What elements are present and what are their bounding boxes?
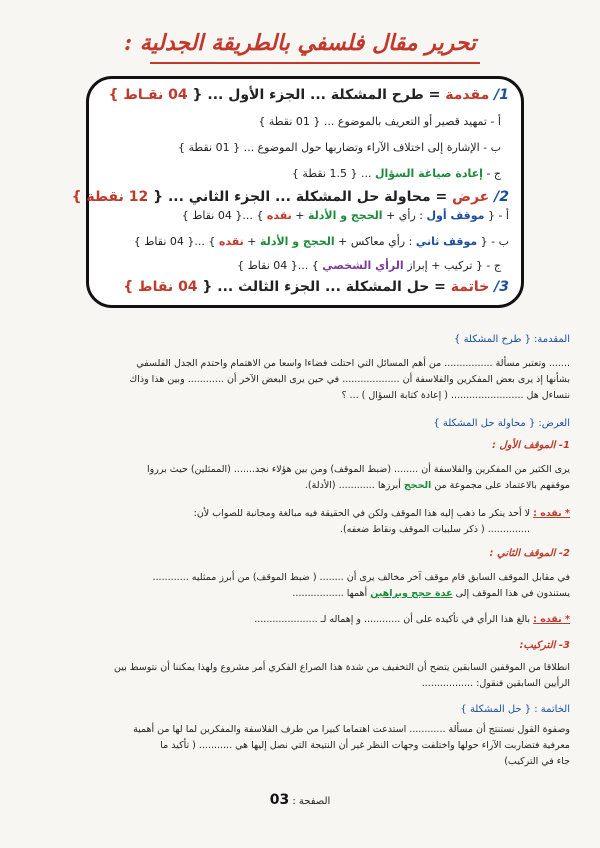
outline-c2 [237,259,501,272]
outline-a2-plus: + [295,209,305,222]
critique2-label: * نقده : [533,614,570,625]
outline-concl-text: = حل المشكلة ... الجزء الثالث ... { [202,279,446,295]
outline-b2 [134,235,509,248]
position1-arguments: الحجج [403,480,432,491]
conclusion-paragraph [22,722,570,770]
outline-concl-close: } [123,279,134,295]
critique1-line-2: .............. ( ذكر سلبيات الموقف ونقاط ضعفه). [339,524,530,535]
critique2-text: بالغ هذا الرأي في تأكيده على أن ............ و إهماله لـ ..................... [254,614,531,625]
outline-c2-prefix: ج - { تركيب + إبراز [407,259,501,272]
outline-intro-close: } [108,87,119,103]
outline-body-points: 12 نقطة [86,189,149,205]
outline-b2-critique: نقده [218,235,244,248]
outline-a1-prefix: أ - [490,115,501,128]
outline-intro-num: 1/ [494,87,509,103]
outline-c2-opinion: الرأي الشخصي [322,259,404,272]
position1-heading [22,438,570,454]
position2-line-2 [22,586,570,602]
outline-a1-text: تمهيد قصير أو التعريف بالموضوع ... { 01 نقطة } [258,115,487,128]
position2-line-2c: أهمها ................. [292,588,368,599]
outline-a2-args: الحجج و الأدلة [307,209,383,222]
synthesis-paragraph [22,660,570,692]
synthesis-line-2: الرأيين السابقين فنقول: ................. [421,678,570,689]
page-title: تحرير مقال فلسفي بالطريقة الجدلية : [123,30,477,56]
outline-intro [109,87,509,103]
outline-b2-label: موقف ثاني [415,235,478,248]
outline-c1-prefix: ج - [486,167,501,180]
outline-b1 [178,141,501,154]
outline-box [71,76,524,308]
critique1 [22,506,570,538]
intro-line-2: بشأنها إذ يرى بعض المفكرين والفلاسفة أن ................... في حين يرى البعض الآخر أن ............ وبين هذا وذاك [129,374,570,385]
body-heading: العرض: [538,418,570,429]
synthesis-title: 3- التركيب: [519,640,570,651]
title-underline [150,62,480,64]
intro-subheading: { طرح المشكلة } [454,334,531,345]
outline-a2 [182,209,509,222]
conclusion-heading: الخاتمة : [534,704,570,715]
page-footer [0,792,600,808]
critique1-text: لا أحد ينكر ما ذهب إليه هذا الموقف ولكن في الحقيقة فيه مبالغة ومجانبة للصواب لأن: [193,508,531,519]
outline-b2-plus: + [247,235,257,248]
outline-a2-prefix: أ - { [487,209,509,222]
page-number: 03 [269,792,290,808]
intro-heading-line [22,332,570,348]
outline-body [72,189,509,205]
position1-title: 1- الموقف الأول : [491,440,570,451]
body-subheading: { محاولة حل المشكلة } [433,418,536,429]
outline-a2-label: موقف أول [426,209,485,222]
outline-a2-critique: نقده [266,209,292,222]
outline-c1-text: ... { 1.5 نقطة } [291,167,372,180]
outline-b1-text: الإشارة إلى اختلاف الآراء وتضاربها حول الموضوع ... { 01 نقطة } [178,141,480,154]
outline-b2-prefix: ب - { [480,235,509,248]
outline-a2-end: } ...{ 04 نقاط } [181,209,264,222]
position2-heading [22,546,570,562]
synthesis-line-1: انطلاقا من الموقفين السابقين يتضح أن التخفيف من شدة هذا الصراع الفكري أمر مشروع ولهذا يمكننا أن نتوسط بين [114,662,570,673]
position1-line-2a: موقفهم بالاعتماد على مجموعة من [434,480,570,491]
conclusion-subheading: { حل المشكلة } [460,704,532,715]
intro-line-1: ....... وتعتبر مسألة ................ من أهم المسائل التي احتلت فضاءا واسعا من الاهتمام واحتدم الجدل الفلسفي [136,358,570,369]
position1-line-2c: أبرزها ............ (الأدلة). [304,480,401,491]
outline-concl-num: 3/ [494,279,509,295]
position2-title: 2- الموقف الثاني : [489,548,570,559]
position2-line-2a: يستندون في هذا الموقف إلى [455,588,570,599]
position2-arguments: عدة حجج وبراهين [370,588,453,599]
synthesis-heading [22,638,570,654]
conclusion-line-3: جاء في التركيب) [504,756,570,767]
position1-line-1: يرى الكثير من المفكرين والفلاسفة أن ........ (ضبط الموقف) ومن بين هؤلاء نجد....... (الممثلين) حيث برروا [147,464,570,475]
outline-b1-prefix: ب - [483,141,501,154]
position1-line-2 [22,478,570,494]
critique1-label: * نقده : [533,508,570,519]
critique2 [22,612,570,628]
conclusion-line-2: معرفية فتضاربت الآراء حولها واختلفت وجهات النظر غير أن النتيجة التي نصل إليها هي ........... ( تأكيد ما [160,740,570,751]
position2-line-1: في مقابل الموقف السابق قام موقف آخر مخالف يرى أن ........ ( ضبط الموقف) من أبرز ممثليه ............ [152,572,570,583]
outline-body-num: 2/ [494,189,509,205]
body-heading-line [22,416,570,432]
outline-intro-text: = طرح المشكلة ... الجزء الأول ... { [192,87,441,103]
outline-concl-points: 04 نقاط [138,279,198,295]
outline-concl-label: خاتمة [450,279,490,295]
conclusion-line-1: وصفوة القول نستنتج أن مسألة ............ استدعت اهتماما كبيرا من طرف الفلاسفة والمفكرين لما لها من أهمية [133,724,570,735]
intro-paragraph [22,356,570,404]
outline-intro-points: 04 نقـاط [123,87,188,103]
outline-a2-text1: : رأي + [386,209,423,222]
outline-c2-end: } ...{ 04 نقاط } [237,259,319,272]
outline-body-label: عرض [452,189,490,205]
outline-concl [123,279,509,295]
outline-b2-args: الحجج و الأدلة [260,235,335,248]
outline-b2-text1: : رأي معاكس + [338,235,413,248]
page-label: الصفحة : [292,796,331,807]
position2-paragraph [22,570,570,602]
conclusion-heading-line [22,702,570,718]
outline-b2-end: } ...{ 04 نقاط } [133,235,216,248]
position1-paragraph [22,462,570,494]
outline-a1 [258,115,501,128]
outline-body-close: } [71,189,82,205]
intro-line-3: نتساءل هل ........................ ( إعادة كتابة السؤال ) ... ؟ [341,390,570,401]
critique1-line-1 [22,506,570,522]
intro-heading: المقدمة: [533,334,570,345]
outline-body-text: = محاولة حل المشكلة ... الجزء الثاني ... { [153,189,448,205]
outline-c1 [292,167,501,180]
outline-c1-highlight: إعادة صياغة السؤال [374,167,483,180]
outline-intro-label: مقدمة [445,87,490,103]
